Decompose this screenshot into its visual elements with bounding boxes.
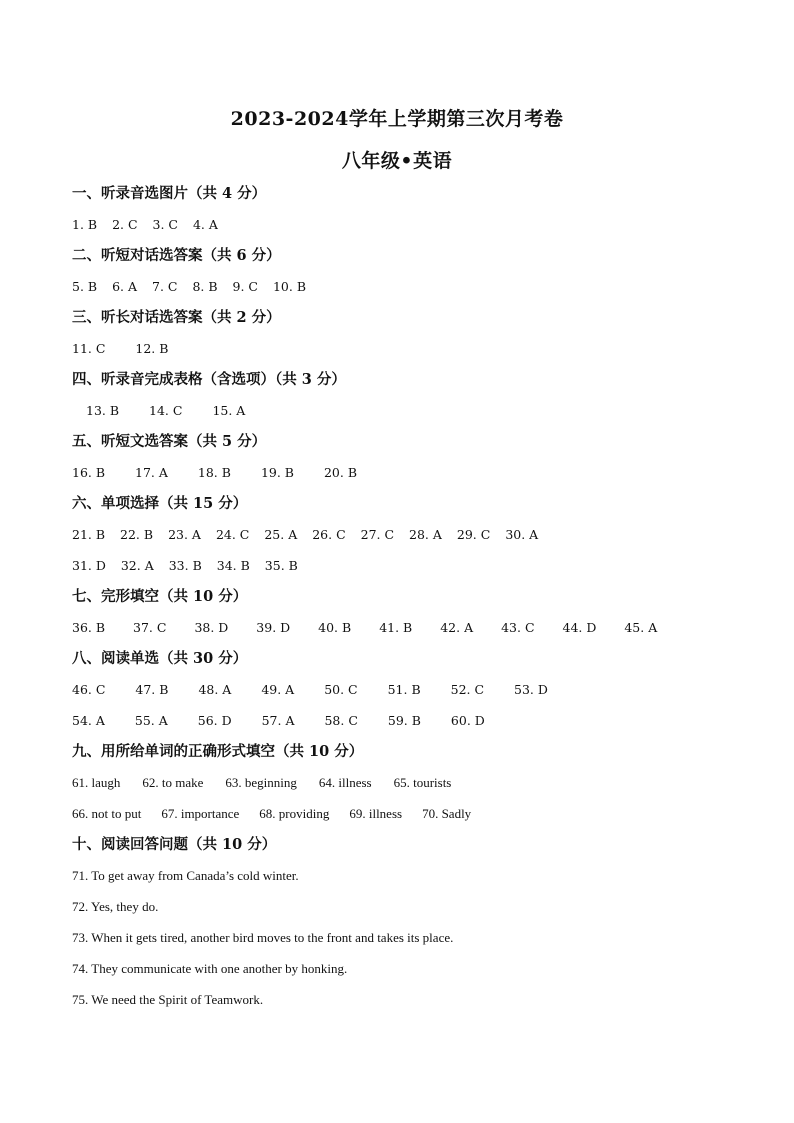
answer-item: 34. B (216, 558, 250, 573)
answer-item: 25. A (264, 527, 298, 542)
answer-item: 2. C (112, 217, 138, 232)
answer-item: 6. A (112, 279, 138, 294)
answer-item: 26. C (312, 527, 346, 542)
answer-content (72, 183, 732, 1020)
answer-item: 40. B (318, 620, 352, 635)
answer-line (72, 276, 732, 307)
answer-line (72, 679, 732, 710)
section-heading-single-choice: 六、单项选择（共 15 分） (72, 495, 248, 512)
answer-item: 43. C (501, 620, 535, 635)
section-heading-short-passages: 五、听短文选答案（共 5 分） (72, 433, 267, 450)
section-heading-word-forms: 九、用所给单词的正确形式填空（共 10 分） (72, 743, 364, 760)
answer-item: 11. C (72, 341, 106, 356)
answer-line (72, 555, 732, 586)
answer-item: 47. B (135, 682, 169, 697)
answer-item: 20. B (323, 465, 358, 480)
section-heading-listening-pictures: 一、听录音选图片（共 4 分） (72, 185, 267, 202)
answer-item: 52. C (450, 682, 485, 697)
answer-item: 23. A (168, 527, 201, 542)
answer-item: 48. A (198, 682, 232, 697)
answer-item: 39. D (256, 620, 291, 635)
answer-item: 21. B (72, 527, 106, 542)
answer-item: 13. B (86, 403, 120, 418)
answer-item: 33. B (168, 558, 202, 573)
answer-line (72, 462, 732, 493)
sentence-answer: 71. To get away from Canada’s cold winter. (72, 868, 299, 883)
section-heading-short-dialogues: 二、听短对话选答案（共 6 分） (72, 247, 281, 264)
answer-item: 1. B (72, 217, 98, 232)
answer-item: 19. B (260, 465, 294, 480)
answer-item: 65. tourists (393, 775, 452, 790)
answer-item: 31. D (72, 558, 106, 573)
sentence-answer: 72. Yes, they do. (72, 899, 159, 914)
answer-item: 59. B (387, 713, 421, 728)
section-heading-long-dialogues: 三、听长对话选答案（共 2 分） (72, 309, 281, 326)
answer-item: 60. D (450, 713, 485, 728)
answer-item: 51. B (387, 682, 421, 697)
answer-item: 14. C (149, 403, 183, 418)
answer-item: 53. D (514, 682, 548, 697)
answer-item: 68. providing (259, 806, 330, 821)
answer-item: 7. C (152, 279, 178, 294)
answer-item: 45. A (624, 620, 658, 635)
answer-line (72, 803, 732, 834)
sentence-answer: 75. We need the Spirit of Teamwork. (72, 992, 264, 1007)
document-title: 2023-2024学年上学期第三次月考卷 (230, 108, 564, 130)
answer-line (72, 710, 732, 741)
answer-item: 22. B (120, 527, 154, 542)
section-heading-table-completion: 四、听录音完成表格（含选项）（共 3 分） (72, 371, 346, 388)
answer-line (72, 400, 732, 431)
answer-item: 29. C (456, 527, 491, 542)
answer-item: 67. importance (161, 806, 240, 821)
answer-item: 36. B (72, 620, 106, 635)
answer-item: 5. B (72, 279, 98, 294)
answer-item: 62. to make (142, 775, 204, 790)
answer-item: 61. laugh (72, 775, 121, 790)
answer-item: 44. D (562, 620, 597, 635)
answer-item: 28. A (409, 527, 442, 542)
answer-item: 54. A (72, 713, 105, 728)
answer-item: 63. beginning (225, 775, 297, 790)
answer-item: 15. A (212, 403, 246, 418)
document-subtitle: 八年级•英语 (341, 150, 453, 172)
answer-item: 56. D (197, 713, 232, 728)
answer-item: 41. B (379, 620, 413, 635)
answer-item: 30. A (505, 527, 539, 542)
answer-item: 24. C (215, 527, 250, 542)
answer-item: 9. C (232, 279, 258, 294)
answer-item: 10. B (272, 279, 307, 294)
sentence-answer: 74. They communicate with one another by honking. (72, 961, 348, 976)
answer-line (72, 524, 732, 555)
answer-item: 18. B (197, 465, 231, 480)
answer-line (72, 772, 732, 803)
section-heading-reading-choice: 八、阅读单选（共 30 分） (72, 650, 248, 667)
answer-item: 49. A (261, 682, 295, 697)
answer-item: 66. not to put (72, 806, 142, 821)
answer-item: 58. C (324, 713, 358, 728)
answer-line (72, 338, 732, 369)
answer-item: 17. A (135, 465, 168, 480)
answer-item: 55. A (134, 713, 168, 728)
sentence-answer: 73. When it gets tired, another bird moves to the front and takes its place. (72, 930, 454, 945)
answer-item: 12. B (135, 341, 169, 356)
answer-item: 57. A (261, 713, 295, 728)
answer-item: 42. A (440, 620, 474, 635)
answer-item: 64. illness (318, 775, 372, 790)
answer-item: 50. C (324, 682, 358, 697)
section-heading-cloze: 七、完形填空（共 10 分） (72, 588, 248, 605)
answer-item: 27. C (360, 527, 395, 542)
answer-line (72, 214, 732, 245)
answer-item: 69. illness (349, 806, 403, 821)
answer-item: 35. B (264, 558, 298, 573)
answer-item: 70. Sadly (422, 806, 472, 821)
answer-item: 46. C (72, 682, 106, 697)
answer-item: 16. B (72, 465, 106, 480)
answer-item: 4. A (192, 217, 218, 232)
answer-item: 3. C (152, 217, 178, 232)
section-heading-reading-questions: 十、阅读回答问题（共 10 分） (72, 836, 277, 853)
answer-line (72, 617, 732, 648)
answer-item: 38. D (194, 620, 229, 635)
answer-item: 32. A (120, 558, 154, 573)
answer-item: 37. C (133, 620, 167, 635)
answer-item: 8. B (192, 279, 218, 294)
